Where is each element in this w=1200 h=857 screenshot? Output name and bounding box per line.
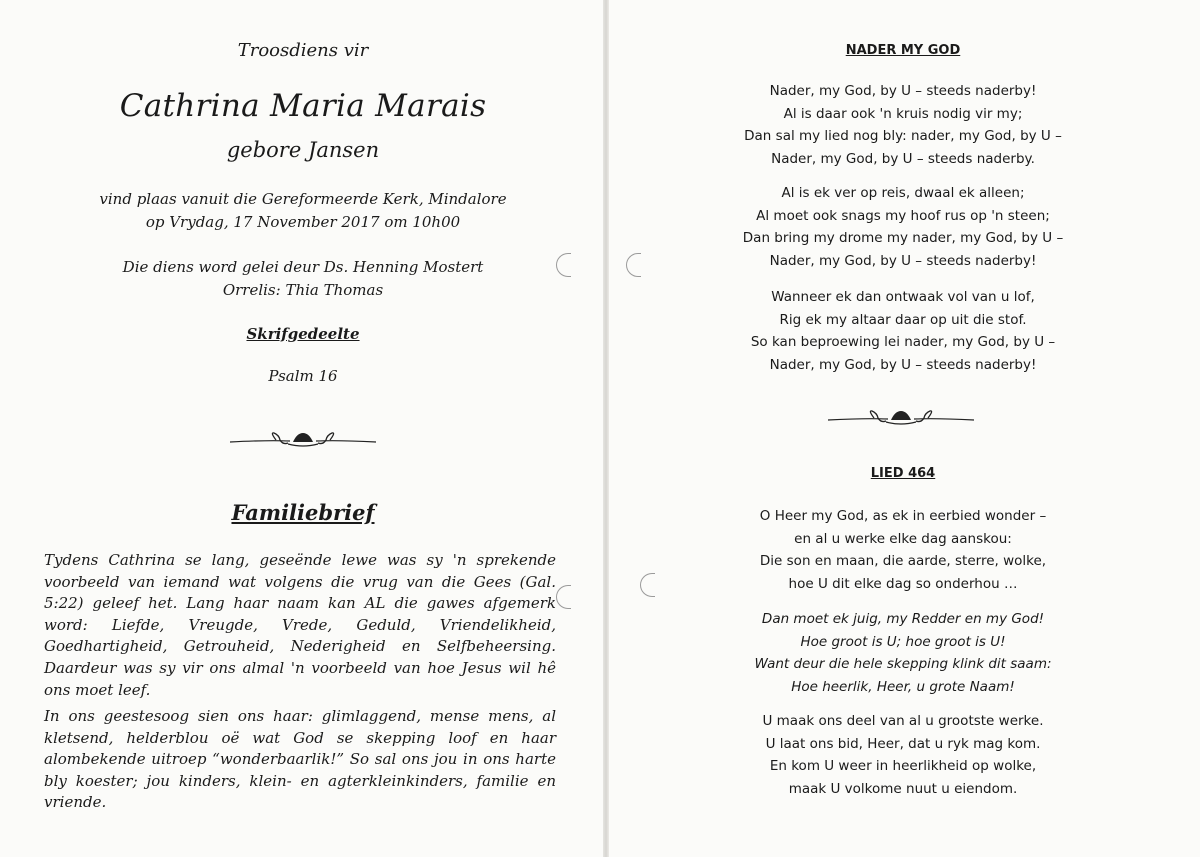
service-venue: vind plaas vanuit die Gereformeerde Kerk, Mindalore (99, 190, 507, 208)
deceased-name: Cathrina Maria Marais (119, 88, 487, 124)
verse-line: Want deur die hele skepping klink dit saam: (754, 656, 1052, 673)
hymn-verse (606, 182, 1200, 273)
officiant: Die diens word gelei deur Ds. Henning Mostert (122, 258, 484, 276)
organist: Orrelis: Thia Thomas (222, 281, 384, 299)
maiden-name: gebore Jansen (226, 138, 380, 162)
verse-line: U laat ons bid, Heer, dat u ryk mag kom. (765, 735, 1041, 752)
hymn-verse (606, 286, 1200, 377)
verse-line: Nader, my God, by U – steeds naderby! (769, 357, 1037, 374)
verse-line: Nader, my God, by U – steeds naderby! (769, 83, 1037, 99)
verse-line: Dan moet ek juig, my Redder en my God! (761, 611, 1045, 627)
verse-line: Rig ek my altaar daar op uit die stof. (779, 311, 1027, 328)
flourish-divider-icon (228, 430, 378, 450)
verse-line: Dan sal my lied nog bly: nader, my God, by U – (744, 128, 1062, 145)
hymn-verse (606, 505, 1200, 596)
service-date: op Vrydag, 17 November 2017 om 10h00 (145, 213, 461, 231)
verse-line: En kom U weer in heerlikheid op wolke, (769, 758, 1037, 775)
verse-line: maak U volkome nuut u eiendom. (788, 781, 1018, 798)
hymn-verse (606, 80, 1200, 171)
verse-line: hoe U dit elke dag so onderhou … (788, 576, 1018, 593)
verse-line: Die son en maan, die aarde, sterre, wolke, (759, 553, 1047, 570)
verse-line: U maak ons deel van al u grootste werke. (762, 713, 1044, 729)
verse-line: Al is daar ook 'n kruis nodig vir my; (783, 105, 1023, 122)
family-letter-paragraph: In ons geestesoog sien ons haar: glimlaggend, mense mens, al kletsend, helderblou oë wat God se skepping loof en haar alombekende uitroep “wonderbaarlik!” So sal ons jou in ons harte bly koester; jou kinders, klein- en agterkleinkinders, familie en vriende. (44, 707, 556, 812)
verse-line: Hoe heerlik, Heer, u grote Naam! (791, 679, 1015, 696)
reading-heading: Skrifgedeelte (246, 325, 360, 343)
verse-line: Nader, my God, by U – steeds naderby! (769, 253, 1037, 270)
verse-line: Al moet ook snags my hoof rus op 'n steen; (756, 207, 1050, 224)
family-letter-heading: Familiebrief (231, 500, 375, 525)
hymn-verse (606, 710, 1200, 801)
verse-line: Wanneer ek dan ontwaak vol van u lof, (771, 289, 1035, 305)
service-intro: Troosdiens vir (237, 40, 369, 61)
hymn-chorus (606, 608, 1200, 699)
family-letter-paragraph: Tydens Cathrina se lang, geseënde lewe was sy 'n sprekende voorbeeld van iemand wat volgens die vrug van die Gees (Gal. 5:22) geleef het. Lang haar naam kan AL die gawes afgemerk word: Liefde, Vreugde, Vrede, Geduld, Vriendelikheid, Goedhartigheid, Getrouheid, Nederigheid en Selfbeheersing. Daardeur was sy vir ons almal 'n voorbeeld van hoe Jesus wil hê ons moet leef. (44, 551, 556, 699)
hymn-title: NADER MY GOD (845, 43, 961, 58)
verse-line: Nader, my God, by U – steeds naderby. (771, 151, 1035, 168)
verse-line: O Heer my God, as ek in eerbied wonder – (759, 508, 1047, 524)
verse-line: Al is ek ver op reis, dwaal ek alleen; (781, 185, 1025, 201)
hymn-title: LIED 464 (870, 466, 936, 481)
verse-line: So kan beproewing lei nader, my God, by U – (750, 334, 1056, 351)
flourish-divider-icon (826, 408, 976, 428)
reading-reference: Psalm 16 (268, 367, 338, 385)
verse-line: en al u werke elke dag aanskou: (794, 530, 1012, 547)
verse-line: Dan bring my drome my nader, my God, by U – (742, 230, 1064, 247)
verse-line: Hoe groot is U; hoe groot is U! (800, 633, 1006, 650)
